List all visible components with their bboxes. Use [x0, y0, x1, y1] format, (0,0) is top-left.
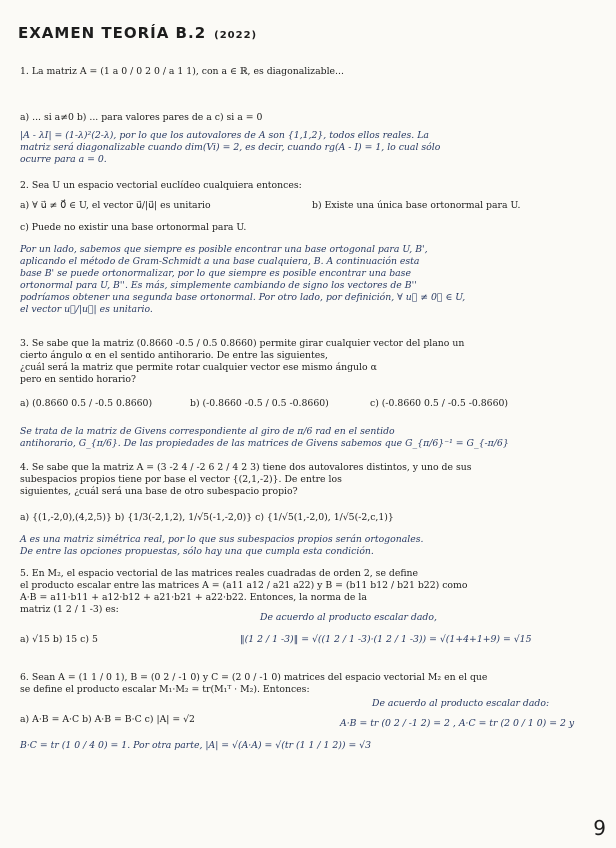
q4-statement-line-3: siguientes, ¿cuál será una base de otro subespacio propio? [20, 486, 298, 497]
q2-answer-line-2: aplicando el método de Gram-Schmidt a una base cualquiera, B. A continuación esta [20, 256, 420, 267]
q1-answer-line-3: ocurre para a = 0. [20, 154, 107, 165]
q6-answer-line-1: A·B = tr (0 2 / -1 2) = 2 , A·C = tr (2 0 / 1 0) = 2 y [340, 718, 575, 729]
q4-answer-line-1: A es una matriz simétrica real, por lo que sus subespacios propios serán ortogonales. [20, 534, 424, 545]
q3-option-b: b) (-0.8660 -0.5 / 0.5 -0.8660) [190, 398, 329, 409]
q3-option-c: c) (-0.8660 0.5 / -0.5 -0.8660) [370, 398, 509, 409]
q3-statement-line-3: ¿cuál será la matriz que permite rotar cualquier vector ese mismo ángulo α [20, 362, 377, 373]
q3-answer-line-1: Se trata de la matriz de Givens correspondiente al giro de π/6 rad en el sentido [20, 426, 395, 437]
q2-option-c: c) Puede no existir una base ortonormal para U. [20, 222, 247, 233]
q3-statement-line-2: cierto ángulo α en el sentido antihorario. De entre las siguientes, [20, 350, 328, 361]
q3-statement-line-4: pero en sentido horario? [20, 374, 136, 385]
q4-statement-line-1: 4. Se sabe que la matriz A = (3 -2 4 / -2 6 2 / 4 2 3) tiene dos autovalores distintos, y uno de sus [20, 462, 472, 473]
q2-answer-line-3: base B' se puede ortonormalizar, por lo que siempre es posible encontrar una base [20, 268, 411, 279]
q1-statement: 1. La matriz A = (1 a 0 / 0 2 0 / a 1 1), con a ∈ ℝ, es diagonalizable... [20, 66, 344, 77]
page-number: 9 [593, 816, 606, 840]
q1-answer-line-2: matriz será diagonalizable cuando dim(Vi) = 2, es decir, cuando rg(A - I) = 1, lo cual sólo [20, 142, 441, 153]
q4-options: a) {(1,-2,0),(4,2,5)} b) {1/3(-2,1,2), 1/√5(-1,-2,0)} c) {1/√5(1,-2,0), 1/√5(-2,c,1)} [20, 512, 394, 523]
q6-statement-line-1: 6. Sean A = (1 1 / 0 1), B = (0 2 / -1 0) y C = (2 0 / -1 0) matrices del espacio vectorial M₂ en el que [20, 672, 488, 683]
q5-statement-line-1: 5. En M₂, el espacio vectorial de las matrices reales cuadradas de orden 2, se define [20, 568, 419, 579]
q4-answer-line-2: De entre las opciones propuestas, sólo hay una que cumpla esta condición. [20, 546, 374, 557]
q6-note: De acuerdo al producto escalar dado: [372, 698, 550, 709]
q3-answer-line-2: antihorario, G_{π/6}. De las propiedades de las matrices de Givens sabemos que G_{π/6}⁻¹ = G_{-π/6} [20, 438, 509, 449]
title-year: (2022) [214, 30, 258, 41]
q5-note: De acuerdo al producto escalar dado, [260, 612, 437, 623]
q1-answer-line-1: |A - λI| = (1-λ)²(2-λ), por lo que los autovalores de A son {1,1,2}, todos ellos reales. La [20, 130, 429, 141]
q6-answer-line-2: B·C = tr (1 0 / 4 0) = 1. Por otra parte, |A| = √(A·A) = √(tr (1 1 / 1 2)) = √3 [20, 740, 372, 751]
q5-statement-line-2: el producto escalar entre las matrices A = (a11 a12 / a21 a22) y B = (b11 b12 / b21 b22) como [20, 580, 468, 591]
title-text: EXAMEN TEORÍA B.2 [18, 24, 207, 42]
q5-statement-line-4: matriz (1 2 / 1 -3) es: [20, 604, 119, 615]
q3-statement-line-1: 3. Se sabe que la matriz (0.8660 -0.5 / 0.5 0.8660) permite girar cualquier vector del plano un [20, 338, 465, 349]
q5-statement-line-3: A·B = a11·b11 + a12·b12 + a21·b21 + a22·b22. Entonces, la norma de la [20, 592, 367, 603]
q3-option-a: a) (0.8660 0.5 / -0.5 0.8660) [20, 398, 153, 409]
q2-answer-line-4: ortonormal para U, B''. Es más, simplemente cambiando de signo los vectores de B'' [20, 280, 417, 291]
q6-options: a) A·B = A·C b) A·B = B·C c) |A| = √2 [20, 714, 195, 725]
q2-answer-line-1: Por un lado, sabemos que siempre es posible encontrar una base ortogonal para U, B', [20, 244, 428, 255]
q2-answer-line-5: podríamos obtener una segunda base ortonormal. Por otro lado, por definición, ∀ u⃗ ≠ 0⃗ ∈ U, [20, 292, 466, 303]
q5-answer: ‖(1 2 / 1 -3)‖ = √((1 2 / 1 -3)·(1 2 / 1 -3)) = √(1+4+1+9) = √15 [240, 634, 532, 645]
q4-statement-line-2: subespacios propios tiene por base el vector {(2,1,-2)}. De entre los [20, 474, 342, 485]
q2-answer-line-6: el vector u⃗/|u⃗| es unitario. [20, 304, 153, 315]
q5-options: a) √15 b) 15 c) 5 [20, 634, 98, 645]
page-title [18, 24, 257, 42]
q6-statement-line-2: se define el producto escalar M₁·M₂ = tr(M₁ᵀ · M₂). Entonces: [20, 684, 310, 695]
q1-options: a) ... si a≠0 b) ... para valores pares de a c) si a = 0 [20, 112, 263, 123]
q2-option-b: b) Existe una única base ortonormal para U. [312, 200, 521, 211]
q2-statement: 2. Sea U un espacio vectorial euclídeo cualquiera entonces: [20, 180, 302, 191]
q2-option-a: a) ∀ u⃗ ≠ 0⃗ ∈ U, el vector u⃗/|u⃗| es unitario [20, 200, 211, 211]
